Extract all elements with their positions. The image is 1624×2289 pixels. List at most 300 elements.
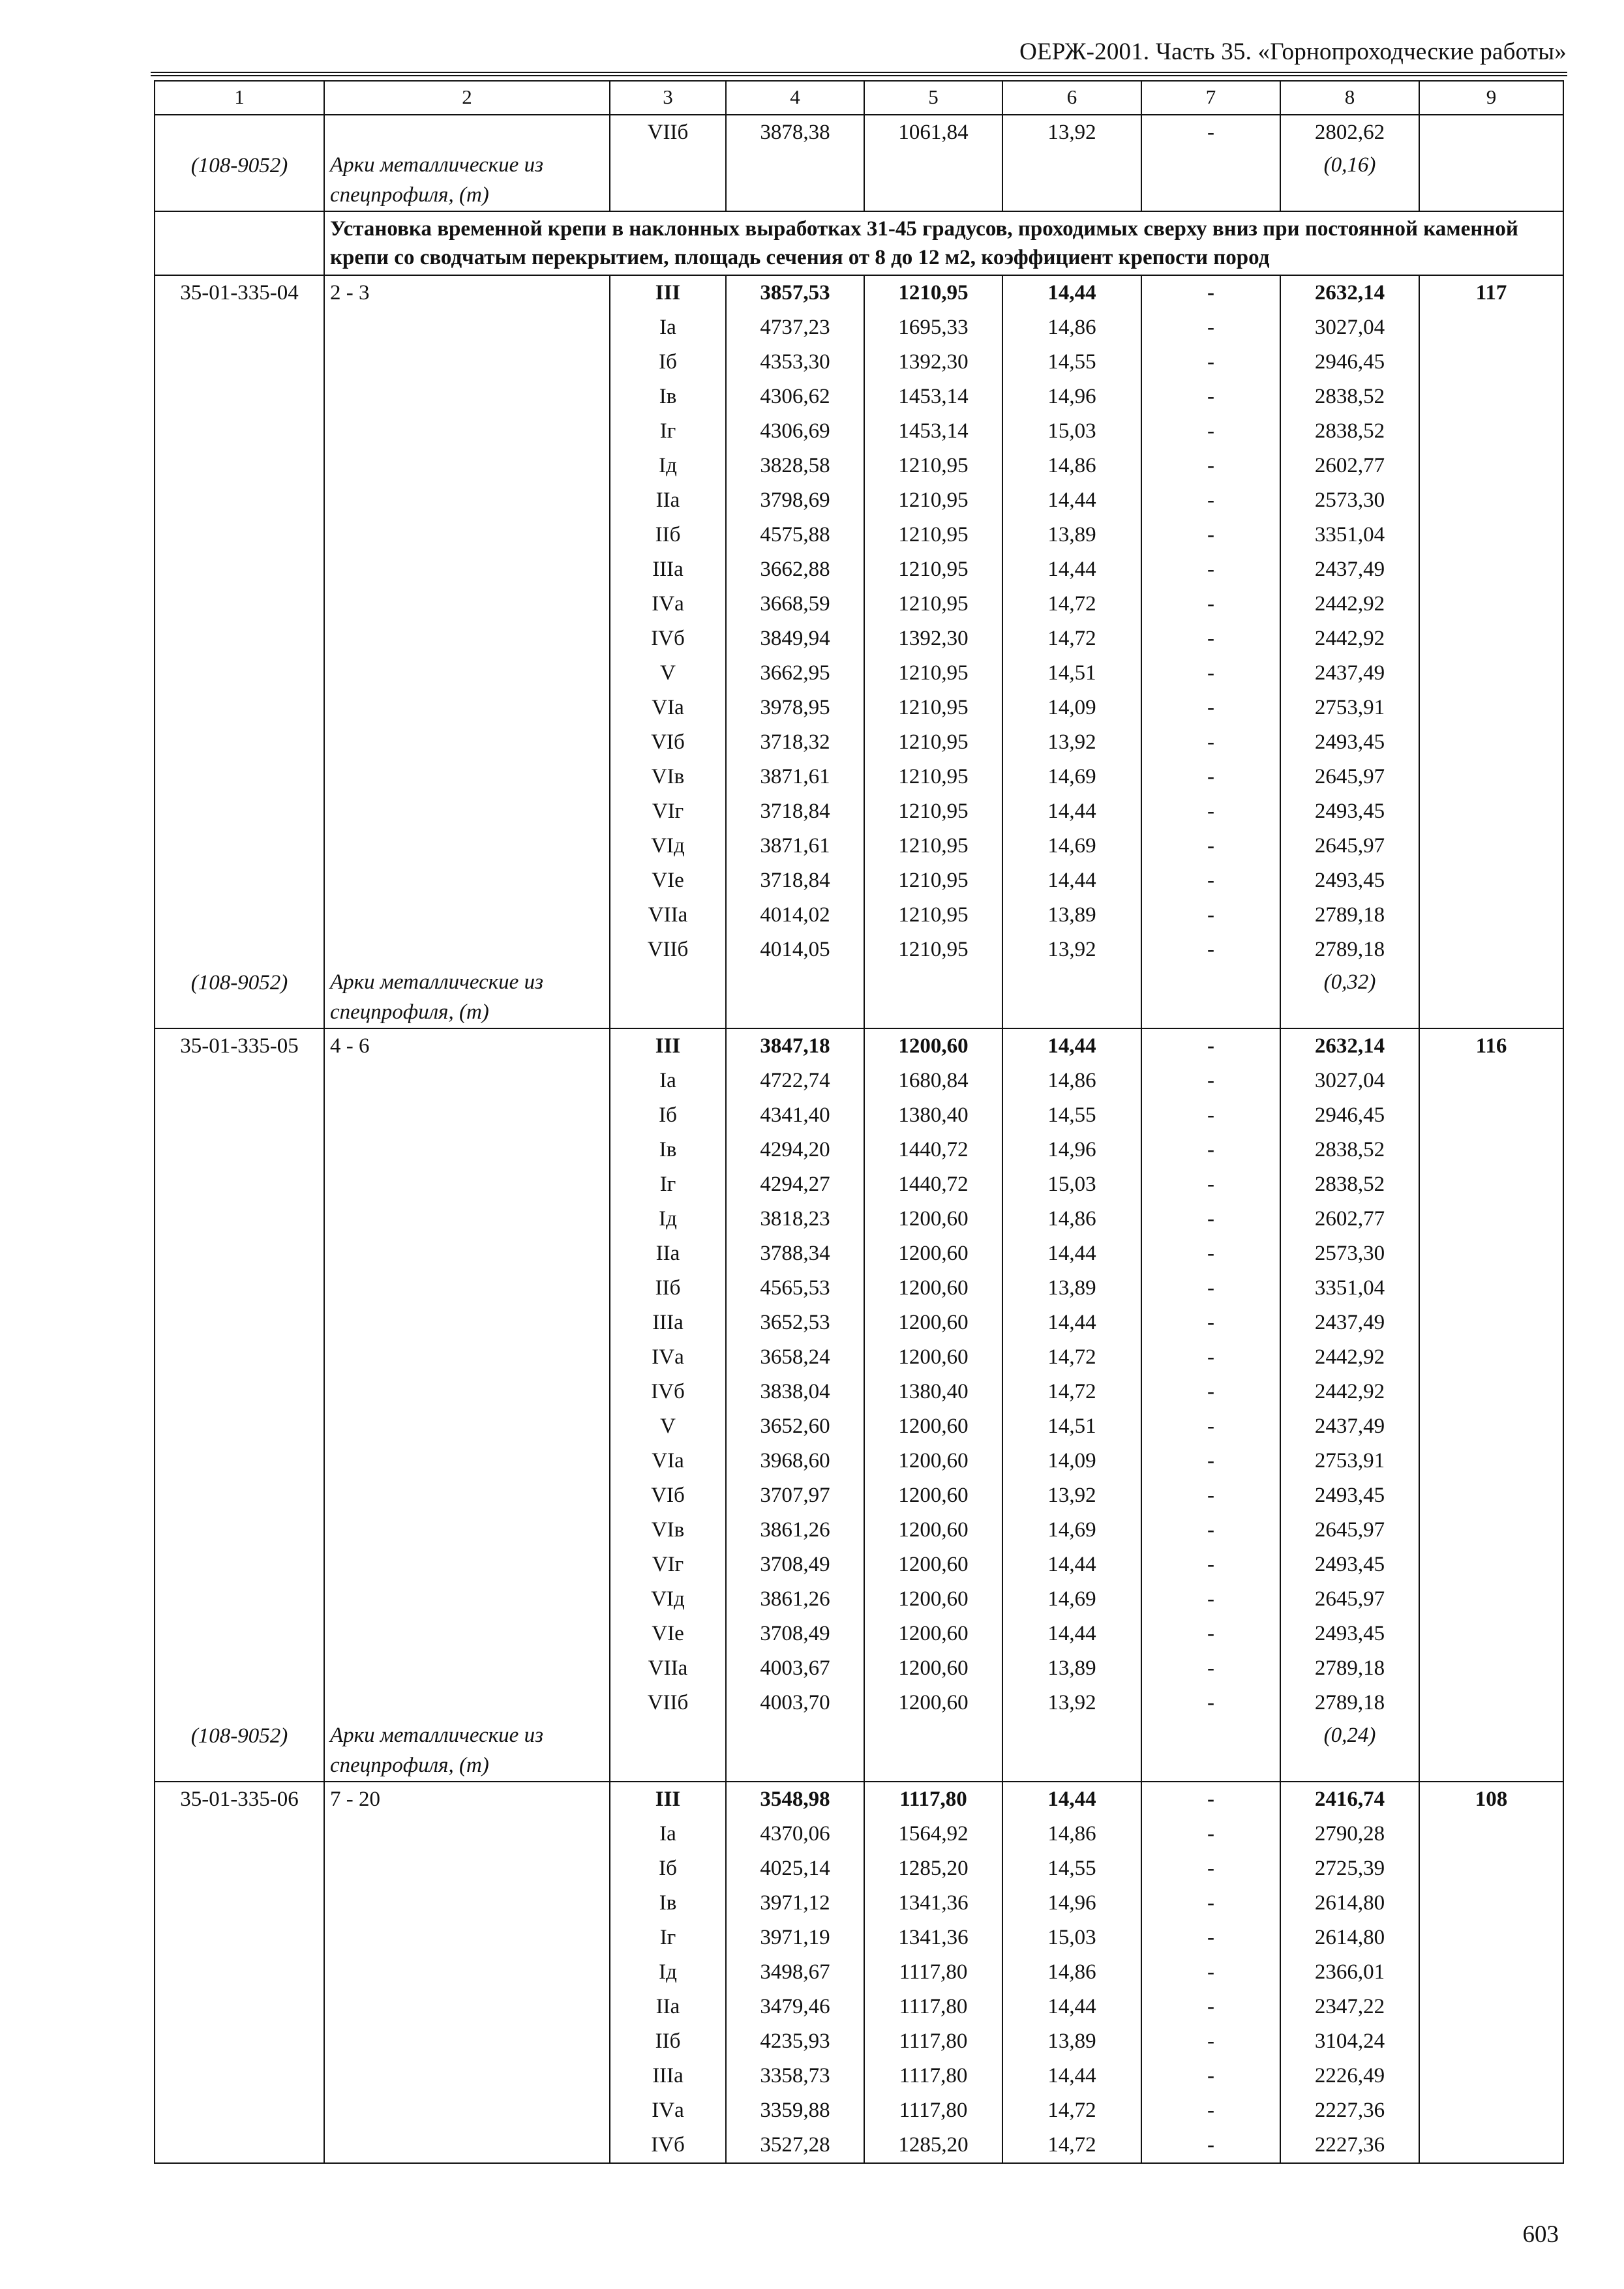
machinist-wages-cell: - xyxy=(1141,1782,1280,1817)
materials-cost-cell: 2227,36 xyxy=(1280,2093,1419,2128)
machine-cost-cell: 14,44 xyxy=(1002,1782,1141,1817)
wages-cell: 1695,33 xyxy=(864,310,1002,345)
machine-cost-cell: 14,96 xyxy=(1002,1133,1141,1167)
direct-cost-cell: 4565,53 xyxy=(726,1271,864,1306)
machinist-wages-cell: - xyxy=(1141,725,1280,760)
wages-cell: 1200,60 xyxy=(864,1478,1002,1513)
wages-cell: 1200,60 xyxy=(864,1513,1002,1548)
region-cell: V xyxy=(610,1409,726,1444)
labor-cell xyxy=(1419,1098,1563,1133)
machinist-wages-cell xyxy=(1141,1720,1280,1782)
region-cell: VIа xyxy=(610,1444,726,1478)
labor-cell xyxy=(1419,829,1563,863)
region-cell: VIIа xyxy=(610,898,726,933)
condition-cell xyxy=(324,898,610,933)
condition-cell xyxy=(324,656,610,691)
material-row xyxy=(155,150,1563,211)
condition-cell xyxy=(324,1306,610,1340)
table-row xyxy=(155,725,1563,760)
region-cell: VIд xyxy=(610,829,726,863)
region-cell: VIг xyxy=(610,1548,726,1582)
machine-cost-cell: 14,86 xyxy=(1002,310,1141,345)
machinist-wages-cell: - xyxy=(1141,1444,1280,1478)
direct-cost-cell: 4722,74 xyxy=(726,1064,864,1098)
table-row xyxy=(155,691,1563,725)
machinist-wages-cell: - xyxy=(1141,552,1280,587)
wages-cell: 1210,95 xyxy=(864,483,1002,518)
region-cell: IIб xyxy=(610,2024,726,2059)
machine-cost-cell: 14,09 xyxy=(1002,1444,1141,1478)
direct-cost-cell: 3871,61 xyxy=(726,829,864,863)
table-row xyxy=(155,1782,1563,1817)
code-cell xyxy=(155,794,324,829)
table-row xyxy=(155,115,1563,150)
wages-cell: 1061,84 xyxy=(864,115,1002,150)
machine-cost-cell: 15,03 xyxy=(1002,1167,1141,1202)
region-cell: VIа xyxy=(610,691,726,725)
column-number: 4 xyxy=(726,81,864,115)
table-row xyxy=(155,275,1563,310)
direct-cost-cell: 4003,70 xyxy=(726,1686,864,1720)
materials-cost-cell: 2602,77 xyxy=(1280,449,1419,483)
direct-cost-cell: 3818,23 xyxy=(726,1202,864,1236)
machine-cost-cell: 14,69 xyxy=(1002,1582,1141,1617)
condition-cell xyxy=(324,414,610,449)
wages-cell: 1117,80 xyxy=(864,2059,1002,2093)
labor-cell: 117 xyxy=(1419,275,1563,310)
table-row xyxy=(155,1921,1563,1955)
machinist-wages-cell: - xyxy=(1141,1990,1280,2024)
direct-cost-cell: 3971,12 xyxy=(726,1886,864,1921)
table-row xyxy=(155,1133,1563,1167)
direct-cost-cell: 3662,88 xyxy=(726,552,864,587)
condition-cell xyxy=(324,863,610,898)
material-row xyxy=(155,967,1563,1028)
region-cell: IVа xyxy=(610,2093,726,2128)
code-cell xyxy=(155,1202,324,1236)
condition-cell xyxy=(324,2128,610,2163)
materials-cost-cell: (0,32) xyxy=(1280,967,1419,1028)
code-cell xyxy=(155,1167,324,1202)
labor-cell xyxy=(1419,2093,1563,2128)
code-cell xyxy=(155,552,324,587)
region-cell: VIв xyxy=(610,1513,726,1548)
code-cell xyxy=(155,2024,324,2059)
wages-cell: 1210,95 xyxy=(864,691,1002,725)
code-cell xyxy=(155,1133,324,1167)
code-cell xyxy=(155,760,324,794)
machine-cost-cell: 14,69 xyxy=(1002,760,1141,794)
column-number: 7 xyxy=(1141,81,1280,115)
region-cell xyxy=(610,1720,726,1782)
labor-cell xyxy=(1419,1990,1563,2024)
condition-cell xyxy=(324,1375,610,1409)
machinist-wages-cell: - xyxy=(1141,656,1280,691)
machinist-wages-cell: - xyxy=(1141,518,1280,552)
header-rule xyxy=(151,72,1567,76)
column-number-row xyxy=(155,81,1563,115)
materials-cost-cell: 2442,92 xyxy=(1280,587,1419,621)
region-cell xyxy=(610,967,726,1028)
direct-cost-cell xyxy=(726,150,864,211)
table-row xyxy=(155,587,1563,621)
region-cell: Iа xyxy=(610,1064,726,1098)
code-cell xyxy=(155,414,324,449)
region-cell: IIIа xyxy=(610,1306,726,1340)
labor-cell xyxy=(1419,1686,1563,1720)
direct-cost-cell: 3971,19 xyxy=(726,1921,864,1955)
region-cell: Iг xyxy=(610,1921,726,1955)
code-cell xyxy=(155,1548,324,1582)
region-cell: Iб xyxy=(610,1851,726,1886)
code-cell xyxy=(155,1098,324,1133)
column-number: 8 xyxy=(1280,81,1419,115)
direct-cost-cell: 4306,62 xyxy=(726,380,864,414)
materials-cost-cell: 2725,39 xyxy=(1280,1851,1419,1886)
region-cell: Iд xyxy=(610,1955,726,1990)
region-cell xyxy=(610,150,726,211)
region-cell: IVб xyxy=(610,621,726,656)
labor-cell xyxy=(1419,483,1563,518)
region-cell: IVб xyxy=(610,2128,726,2163)
section-title: Установка временной крепи в наклонных выработках 31-45 градусов, проходимых сверху вниз при постоянной каменной крепи со сводчатым перекрытием, площадь сечения от 8 до 12 м2, коэффициент крепости пород xyxy=(324,211,1563,275)
wages-cell: 1210,95 xyxy=(864,552,1002,587)
table-row xyxy=(155,518,1563,552)
code-cell xyxy=(155,310,324,345)
table-row xyxy=(155,1617,1563,1651)
wages-cell: 1380,40 xyxy=(864,1098,1002,1133)
machine-cost-cell: 14,44 xyxy=(1002,552,1141,587)
condition-cell xyxy=(324,725,610,760)
code-cell xyxy=(155,1271,324,1306)
code-cell xyxy=(155,1236,324,1271)
machine-cost-cell: 14,44 xyxy=(1002,275,1141,310)
materials-cost-cell: (0,16) xyxy=(1280,150,1419,211)
wages-cell: 1210,95 xyxy=(864,898,1002,933)
page-header: ОЕРЖ-2001. Часть 35. «Горнопроходческие работы» xyxy=(1019,38,1567,65)
region-cell: Iв xyxy=(610,1133,726,1167)
table-row xyxy=(155,794,1563,829)
materials-cost-cell: 2493,45 xyxy=(1280,1548,1419,1582)
machine-cost-cell xyxy=(1002,150,1141,211)
condition-cell xyxy=(324,1271,610,1306)
region-cell: IIа xyxy=(610,1990,726,2024)
table-row xyxy=(155,310,1563,345)
materials-cost-cell: 2573,30 xyxy=(1280,483,1419,518)
direct-cost-cell: 3798,69 xyxy=(726,483,864,518)
column-number: 9 xyxy=(1419,81,1563,115)
machine-cost-cell: 13,92 xyxy=(1002,725,1141,760)
materials-cost-cell: 2802,62 xyxy=(1280,115,1419,150)
machinist-wages-cell: - xyxy=(1141,621,1280,656)
condition-cell xyxy=(324,2059,610,2093)
wages-cell: 1200,60 xyxy=(864,1651,1002,1686)
wages-cell: 1440,72 xyxy=(864,1133,1002,1167)
labor-cell xyxy=(1419,115,1563,150)
materials-cost-cell: 2789,18 xyxy=(1280,1686,1419,1720)
machinist-wages-cell: - xyxy=(1141,1651,1280,1686)
wages-cell: 1117,80 xyxy=(864,1782,1002,1817)
direct-cost-cell: 3861,26 xyxy=(726,1513,864,1548)
code-cell xyxy=(155,933,324,967)
region-cell: VIе xyxy=(610,1617,726,1651)
materials-cost-cell: 2442,92 xyxy=(1280,1340,1419,1375)
region-cell: VIг xyxy=(610,794,726,829)
code-cell xyxy=(155,1686,324,1720)
labor-cell xyxy=(1419,518,1563,552)
condition-cell xyxy=(324,829,610,863)
table-row xyxy=(155,1028,1563,1064)
machinist-wages-cell: - xyxy=(1141,2128,1280,2163)
materials-cost-cell: 2493,45 xyxy=(1280,725,1419,760)
table-row xyxy=(155,1686,1563,1720)
code-cell xyxy=(155,1886,324,1921)
region-cell: Iг xyxy=(610,1167,726,1202)
machine-cost-cell: 14,86 xyxy=(1002,1817,1141,1851)
direct-cost-cell: 3838,04 xyxy=(726,1375,864,1409)
table-row xyxy=(155,2128,1563,2163)
wages-cell: 1117,80 xyxy=(864,2024,1002,2059)
materials-cost-cell: 2437,49 xyxy=(1280,1306,1419,1340)
machine-cost-cell: 14,44 xyxy=(1002,1548,1141,1582)
materials-cost-cell: 2614,80 xyxy=(1280,1921,1419,1955)
column-number: 3 xyxy=(610,81,726,115)
machine-cost-cell: 14,44 xyxy=(1002,794,1141,829)
region-cell: Iа xyxy=(610,1817,726,1851)
condition-cell xyxy=(324,1582,610,1617)
materials-cost-cell: 2946,45 xyxy=(1280,345,1419,380)
labor-cell xyxy=(1419,1236,1563,1271)
table-row xyxy=(155,1478,1563,1513)
machine-cost-cell: 14,44 xyxy=(1002,1990,1141,2024)
wages-cell xyxy=(864,1720,1002,1782)
condition-cell xyxy=(324,1444,610,1478)
condition-cell xyxy=(324,691,610,725)
column-number: 2 xyxy=(324,81,610,115)
machine-cost-cell: 14,86 xyxy=(1002,449,1141,483)
code-cell xyxy=(155,587,324,621)
machinist-wages-cell: - xyxy=(1141,380,1280,414)
labor-cell xyxy=(1419,863,1563,898)
materials-cost-cell: 2753,91 xyxy=(1280,691,1419,725)
code-cell xyxy=(155,1375,324,1409)
code-cell xyxy=(155,863,324,898)
wages-cell: 1200,60 xyxy=(864,1409,1002,1444)
machinist-wages-cell: - xyxy=(1141,1617,1280,1651)
region-cell: IIб xyxy=(610,518,726,552)
labor-cell xyxy=(1419,345,1563,380)
condition-cell xyxy=(324,1167,610,1202)
materials-cost-cell: 2437,49 xyxy=(1280,656,1419,691)
labor-cell xyxy=(1419,725,1563,760)
wages-cell: 1200,60 xyxy=(864,1444,1002,1478)
machine-cost-cell: 14,51 xyxy=(1002,1409,1141,1444)
direct-cost-cell: 3718,84 xyxy=(726,863,864,898)
direct-cost-cell: 3718,32 xyxy=(726,725,864,760)
machine-cost-cell: 14,44 xyxy=(1002,1028,1141,1064)
wages-cell: 1210,95 xyxy=(864,275,1002,310)
wages-cell: 1341,36 xyxy=(864,1921,1002,1955)
machine-cost-cell: 14,96 xyxy=(1002,1886,1141,1921)
materials-cost-cell: 3027,04 xyxy=(1280,310,1419,345)
wages-cell: 1117,80 xyxy=(864,1990,1002,2024)
machinist-wages-cell: - xyxy=(1141,1548,1280,1582)
machine-cost-cell: 14,72 xyxy=(1002,2128,1141,2163)
materials-cost-cell: 2366,01 xyxy=(1280,1955,1419,1990)
labor-cell xyxy=(1419,310,1563,345)
labor-cell xyxy=(1419,1340,1563,1375)
machine-cost-cell xyxy=(1002,1720,1141,1782)
direct-cost-cell: 4306,69 xyxy=(726,414,864,449)
code-cell xyxy=(155,1921,324,1955)
code-cell xyxy=(155,829,324,863)
machinist-wages-cell: - xyxy=(1141,1686,1280,1720)
machinist-wages-cell: - xyxy=(1141,794,1280,829)
labor-cell xyxy=(1419,150,1563,211)
direct-cost-cell: 3358,73 xyxy=(726,2059,864,2093)
labor-cell xyxy=(1419,587,1563,621)
materials-cost-cell: 2790,28 xyxy=(1280,1817,1419,1851)
labor-cell xyxy=(1419,1513,1563,1548)
code-cell xyxy=(155,1478,324,1513)
materials-cost-cell: 2789,18 xyxy=(1280,898,1419,933)
wages-cell: 1210,95 xyxy=(864,449,1002,483)
region-cell: IIб xyxy=(610,1271,726,1306)
direct-cost-cell: 3857,53 xyxy=(726,275,864,310)
table-row xyxy=(155,1409,1563,1444)
machinist-wages-cell: - xyxy=(1141,691,1280,725)
materials-cost-cell: 2226,49 xyxy=(1280,2059,1419,2093)
machinist-wages-cell: - xyxy=(1141,1064,1280,1098)
direct-cost-cell: 3479,46 xyxy=(726,1990,864,2024)
wages-cell: 1210,95 xyxy=(864,829,1002,863)
materials-cost-cell: 2838,52 xyxy=(1280,1133,1419,1167)
machinist-wages-cell: - xyxy=(1141,2059,1280,2093)
machinist-wages-cell: - xyxy=(1141,2024,1280,2059)
machinist-wages-cell: - xyxy=(1141,1582,1280,1617)
column-number: 6 xyxy=(1002,81,1141,115)
condition-cell: Арки металлические из спецпрофиля, (т) xyxy=(324,967,610,1028)
materials-cost-cell: 2838,52 xyxy=(1280,414,1419,449)
direct-cost-cell: 4575,88 xyxy=(726,518,864,552)
condition-cell xyxy=(324,552,610,587)
wages-cell: 1440,72 xyxy=(864,1167,1002,1202)
condition-cell xyxy=(324,794,610,829)
condition-cell xyxy=(324,1921,610,1955)
condition-cell xyxy=(324,1236,610,1271)
wages-cell: 1285,20 xyxy=(864,2128,1002,2163)
direct-cost-cell: 3849,94 xyxy=(726,621,864,656)
machinist-wages-cell: - xyxy=(1141,1340,1280,1375)
code-cell xyxy=(155,725,324,760)
code-cell: 35-01-335-04 xyxy=(155,275,324,310)
labor-cell xyxy=(1419,552,1563,587)
region-cell: Iд xyxy=(610,449,726,483)
direct-cost-cell: 4003,67 xyxy=(726,1651,864,1686)
code-cell xyxy=(155,380,324,414)
machinist-wages-cell: - xyxy=(1141,1513,1280,1548)
code-cell xyxy=(155,656,324,691)
condition-cell xyxy=(324,1817,610,1851)
labor-cell xyxy=(1419,449,1563,483)
condition-cell: Арки металлические из спецпрофиля, (т) xyxy=(324,150,610,211)
direct-cost-cell: 3878,38 xyxy=(726,115,864,150)
machinist-wages-cell: - xyxy=(1141,483,1280,518)
table-row xyxy=(155,1444,1563,1478)
table-row xyxy=(155,1817,1563,1851)
region-cell: IIIа xyxy=(610,552,726,587)
machinist-wages-cell: - xyxy=(1141,449,1280,483)
machinist-wages-cell: - xyxy=(1141,1955,1280,1990)
table-row xyxy=(155,1582,1563,1617)
region-cell: VIб xyxy=(610,1478,726,1513)
machine-cost-cell: 13,89 xyxy=(1002,518,1141,552)
materials-cost-cell: 2442,92 xyxy=(1280,621,1419,656)
machinist-wages-cell: - xyxy=(1141,1478,1280,1513)
direct-cost-cell: 4370,06 xyxy=(726,1817,864,1851)
direct-cost-cell: 4014,02 xyxy=(726,898,864,933)
condition-cell xyxy=(324,1098,610,1133)
region-cell: III xyxy=(610,1028,726,1064)
labor-cell xyxy=(1419,1851,1563,1886)
machinist-wages-cell: - xyxy=(1141,898,1280,933)
materials-cost-cell: 2645,97 xyxy=(1280,1513,1419,1548)
labor-cell xyxy=(1419,1202,1563,1236)
code-cell xyxy=(155,1409,324,1444)
machinist-wages-cell: - xyxy=(1141,1409,1280,1444)
column-number: 5 xyxy=(864,81,1002,115)
labor-cell xyxy=(1419,414,1563,449)
code-cell: (108-9052) xyxy=(155,150,324,211)
wages-cell: 1210,95 xyxy=(864,863,1002,898)
direct-cost-cell: 3359,88 xyxy=(726,2093,864,2128)
machine-cost-cell: 14,44 xyxy=(1002,1306,1141,1340)
direct-cost-cell: 3847,18 xyxy=(726,1028,864,1064)
wages-cell: 1200,60 xyxy=(864,1028,1002,1064)
table-row xyxy=(155,1513,1563,1548)
machinist-wages-cell: - xyxy=(1141,587,1280,621)
wages-cell: 1200,60 xyxy=(864,1617,1002,1651)
table-row xyxy=(155,933,1563,967)
labor-cell xyxy=(1419,933,1563,967)
labor-cell xyxy=(1419,1167,1563,1202)
machine-cost-cell: 15,03 xyxy=(1002,414,1141,449)
materials-cost-cell: 2602,77 xyxy=(1280,1202,1419,1236)
machine-cost-cell xyxy=(1002,967,1141,1028)
table-row xyxy=(155,483,1563,518)
code-cell xyxy=(155,1444,324,1478)
direct-cost-cell: 3968,60 xyxy=(726,1444,864,1478)
region-cell: VIIб xyxy=(610,933,726,967)
direct-cost-cell: 4294,27 xyxy=(726,1167,864,1202)
machine-cost-cell: 14,96 xyxy=(1002,380,1141,414)
region-cell: Iа xyxy=(610,310,726,345)
machinist-wages-cell: - xyxy=(1141,933,1280,967)
labor-cell xyxy=(1419,1720,1563,1782)
table-row xyxy=(155,1236,1563,1271)
direct-cost-cell: 3527,28 xyxy=(726,2128,864,2163)
condition-cell xyxy=(324,760,610,794)
condition-cell: Арки металлические из спецпрофиля, (т) xyxy=(324,1720,610,1782)
region-cell: VIв xyxy=(610,760,726,794)
condition-cell: 2 - 3 xyxy=(324,275,610,310)
labor-cell xyxy=(1419,1444,1563,1478)
condition-cell xyxy=(324,518,610,552)
machinist-wages-cell xyxy=(1141,150,1280,211)
machine-cost-cell: 14,55 xyxy=(1002,1098,1141,1133)
table-row xyxy=(155,1167,1563,1202)
labor-cell xyxy=(1419,1817,1563,1851)
